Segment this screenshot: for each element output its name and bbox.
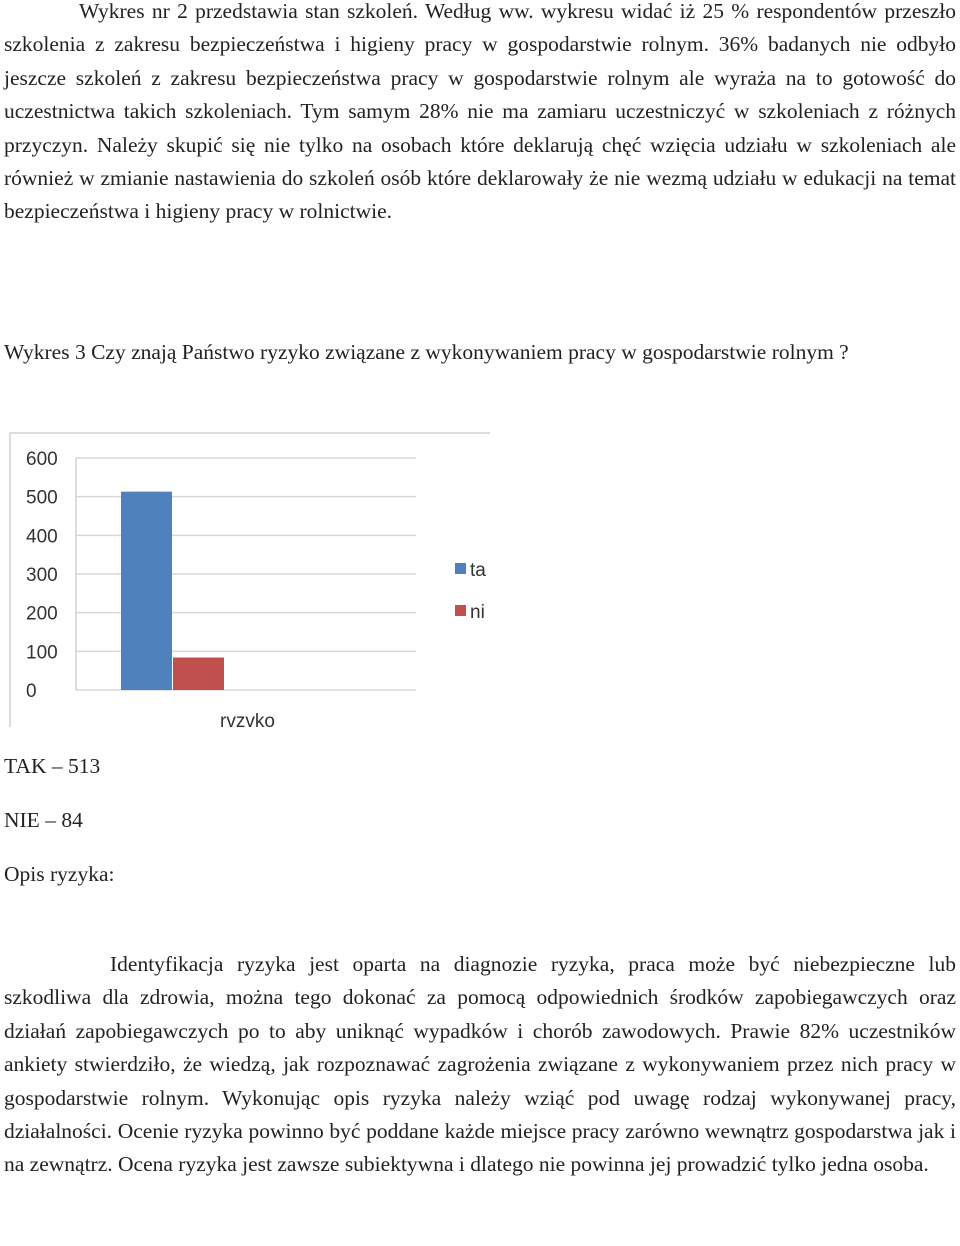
y-tick-0: 0 (26, 681, 37, 702)
legend-label-ni: ni (470, 602, 485, 623)
bar-ni (173, 658, 224, 690)
chart-caption: Wykres 3 Czy znają Państwo ryzyko związane z wykonywaniem pracy w gospodarstwie rolnym ? (4, 340, 849, 364)
paragraph-text: Identyfikacja ryzyka jest oparta na diagnozie ryzyka, praca może być niebezpieczne lub szkodliwa dla zdrowia, można tego dokonać za pomocą odpowiednich środków zapobiegawczych oraz działań zapobiegawczych po to aby uniknąć wypadków i chorób zawodowych. Prawie 82% uczestników ankiety stwierdziło, że wiedzą, jak rozpoznawać zagrożenia związane z wykonywaniem przez nich pracy w gospodarstwie rolnym. Wykonując opis ryzyka należy wziąć pod uwagę rodzaj wykonywanej pracy, działalności. Ocenie ryzyka powinno być poddane każde miejsce pracy zarówno wewnątrz gospodarstwa jak i na zewnątrz. Ocena ryzyka jest zawsze subiektywna i dlatego nie powinna jej prowadzić tylko jedna osoba. (4, 952, 956, 1177)
legend-swatch-ni (455, 605, 466, 616)
y-tick-500: 500 (26, 487, 58, 509)
bar-ta (121, 492, 172, 690)
legend (455, 560, 486, 623)
y-tick-300: 300 (26, 565, 58, 586)
y-tick-100: 100 (26, 642, 58, 664)
y-tick-600: 600 (26, 449, 58, 470)
y-tick-labels (26, 449, 58, 702)
chart-svg (0, 432, 490, 732)
paragraph-text: Wykres nr 2 przedstawia stan szkoleń. Według ww. wykresu widać iż 25 % respondentów przeszło szkolenia z zakresu bezpieczeństwa i higieny pracy w gospodarstwie rolnym. 36% badanych nie odbyło jeszcze szkoleń z zakresu bezpieczeństwa pracy w gospodarstwie rolnym ale wyraża na to gotowość do uczestnictwa takich szkoleniach. Tym samym 28% nie ma zamiaru uczestniczyć w szkoleniach z różnych przyczyn. Należy skupić się nie tylko na osobach które deklarują chęć wzięcia udziału w szkoleniach ale również w zmianie nastawienia do szkoleń osób które deklarowały że nie wezmą udziału w edukacji na temat bezpieczeństwa i higieny pracy w rolnictwie. (4, 0, 956, 224)
y-tick-400: 400 (26, 526, 58, 548)
legend-label-ta: ta (470, 560, 486, 581)
legend-swatch-ta (455, 563, 466, 574)
tak-count: TAK – 513 (4, 754, 101, 778)
paragraph-training-status (4, 0, 956, 229)
bars (121, 492, 224, 690)
bar-chart (0, 432, 490, 732)
nie-count: NIE – 84 (4, 808, 83, 832)
x-category-label: rvzvko (220, 711, 275, 732)
section-heading: Opis ryzyka: (4, 862, 115, 886)
paragraph-risk-description (4, 948, 956, 1182)
y-tick-200: 200 (26, 603, 58, 625)
